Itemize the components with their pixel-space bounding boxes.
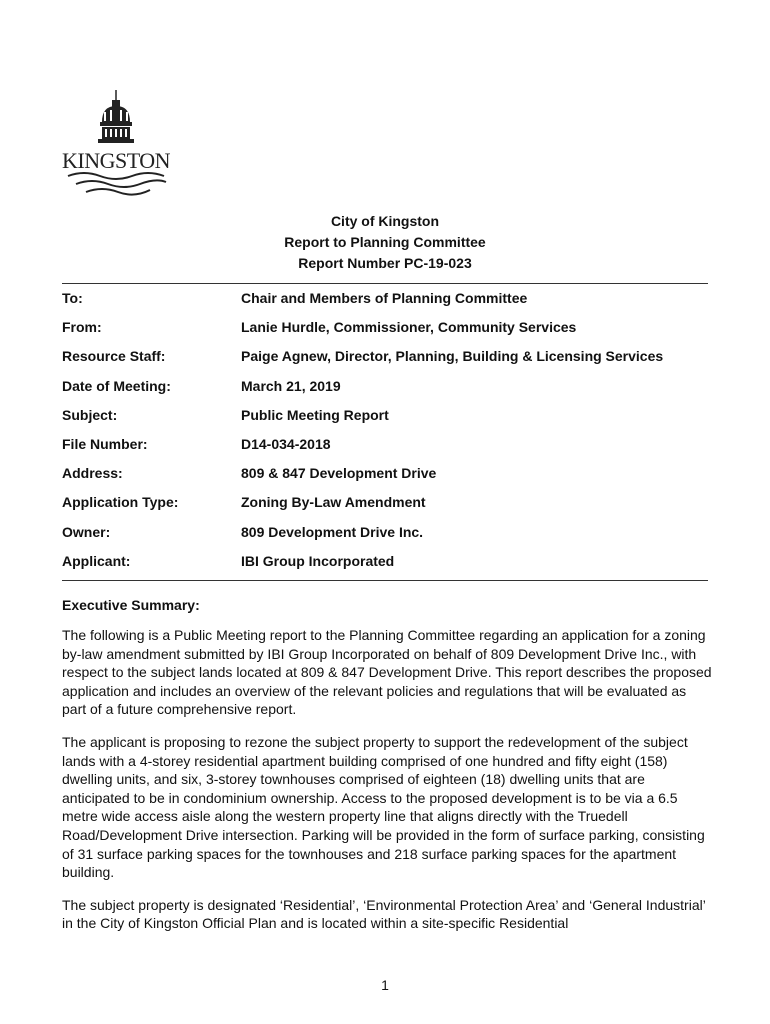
- report-header: [0, 211, 770, 274]
- meta-value: 809 & 847 Development Drive: [241, 465, 437, 482]
- city-hall-dome-icon: [62, 90, 174, 200]
- meta-value: Public Meeting Report: [241, 406, 389, 423]
- meta-label: To:: [62, 290, 83, 306]
- meta-value: Lanie Hurdle, Commissioner, Community Services: [241, 319, 577, 336]
- meta-value: Chair and Members of Planning Committee: [241, 290, 528, 306]
- meta-value: Zoning By-Law Amendment: [241, 494, 426, 511]
- meta-row-from: [62, 319, 722, 348]
- report-metadata: [62, 290, 722, 582]
- header-organization: City of Kingston: [330, 213, 440, 229]
- meta-value: D14-034-2018: [241, 435, 331, 452]
- meta-row-file-number: [62, 436, 722, 465]
- meta-label: Owner:: [62, 523, 111, 540]
- meta-label: Address:: [62, 465, 123, 482]
- summary-paragraph: The subject property is designated ‘Residential’, ‘Environmental Protection Area’ and ‘General Industrial’ in the City of Kingston Official Plan and is located within a site-specific Residential: [62, 896, 706, 932]
- header-report-to: Report to Planning Committee: [284, 234, 486, 250]
- meta-label: Application Type:: [62, 494, 179, 511]
- summary-heading: Executive Summary:: [62, 597, 200, 613]
- executive-summary: [62, 597, 712, 947]
- meta-row-applicant: [62, 553, 722, 582]
- meta-value: Paige Agnew, Director, Planning, Building & Licensing Services: [241, 348, 664, 365]
- meta-label: From:: [62, 319, 102, 336]
- meta-value: March 21, 2019: [241, 377, 341, 394]
- meta-row-owner: [62, 524, 722, 553]
- meta-label: Date of Meeting:: [62, 377, 171, 394]
- meta-label: Applicant:: [62, 552, 131, 569]
- meta-row-application-type: [62, 494, 722, 523]
- meta-row-to: [62, 290, 722, 319]
- summary-paragraph: The following is a Public Meeting report to the Planning Committee regarding an application for a zoning by-law amendment submitted by IBI Group Incorporated on behalf of 809 Development Drive Inc., with respect to the subject lands located at 809 & 847 Development Drive. This report describes the proposed application and includes an overview of the relevant policies and regulations that will be evaluated as part of a future comprehensive report.: [62, 627, 712, 718]
- header-report-number: Report Number PC-19-023: [298, 255, 472, 271]
- meta-label: Resource Staff:: [62, 348, 166, 365]
- meta-value: IBI Group Incorporated: [241, 552, 395, 569]
- page-number: 1: [381, 977, 389, 993]
- meta-row-date: [62, 378, 722, 407]
- meta-value: 809 Development Drive Inc.: [241, 523, 424, 540]
- summary-paragraph: The applicant is proposing to rezone the subject property to support the redevelopment of the subject lands with a 4-storey residential apartment building comprised of one hundred and fifty eight (158) dwelling units, and six, 3-storey townhouses comprised of eighteen (18) dwelling units that are anticipated to be in condominium ownership. Access to the proposed development is to be via a 6.5 metre wide access aisle along the western property line that aligns directly with the Truedell Road/Development Drive intersection. Parking will be provided in the form of surface parking, consisting of 31 surface parking spaces for the townhouses and 218 surface parking spaces for the apartment building.: [62, 733, 705, 881]
- meta-row-subject: [62, 407, 722, 436]
- kingston-wordmark: KINGSTON: [62, 148, 171, 173]
- kingston-logo: [62, 90, 174, 200]
- meta-row-resource-staff: [62, 348, 722, 377]
- header-divider: [62, 283, 708, 284]
- meta-label: File Number:: [62, 435, 148, 452]
- metadata-divider: [62, 580, 708, 581]
- meta-label: Subject:: [62, 406, 118, 423]
- meta-row-address: [62, 465, 722, 494]
